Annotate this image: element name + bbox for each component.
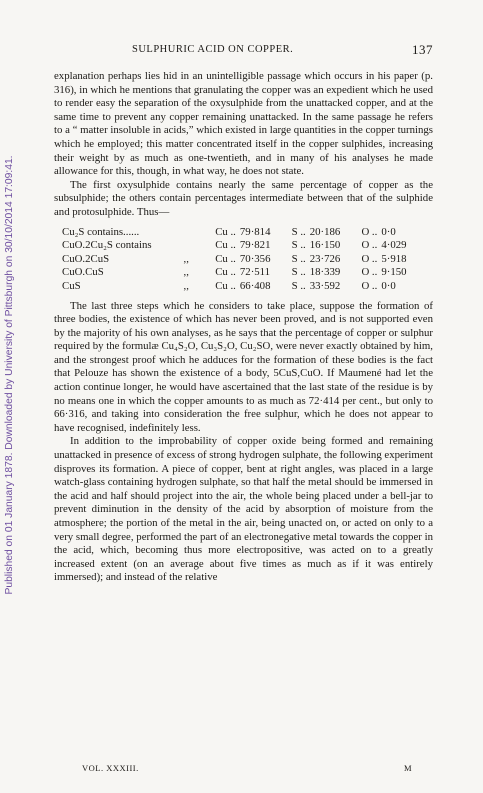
formula-cell: CuS <box>62 279 81 292</box>
o-label: O .. <box>361 239 378 252</box>
table-row <box>62 226 433 240</box>
o-label: O .. <box>361 279 378 292</box>
table-row <box>62 280 433 294</box>
cu-label: Cu .. <box>215 252 236 265</box>
cu-label: Cu .. <box>215 239 236 252</box>
formula-cell: CuO.2CuS <box>62 252 110 265</box>
o-value: 9·150 <box>381 266 407 279</box>
cu-label: Cu .. <box>215 279 236 292</box>
ditto-cell: ,, <box>183 252 189 265</box>
download-stamp-text: Published on 01 January 1878. Downloaded by University of Pittsburgh on 30/10/2014 17:09:41. <box>4 155 15 595</box>
s-label: S .. <box>291 225 306 238</box>
ditto-cell <box>184 239 216 253</box>
paragraph: In addition to the improbability of copper oxide being formed and remaining unattacked in presence of excess of strong hydrogen sulphate, the following experiment disproves its formation. A piece of copper, bent at right angles, was placed in a large watch-glass containing hydrogen sulphate, so that half the metal should be immersed in the acid and half should project into the air, the whole being placed under a bell-jar to prevent diminution in the density of the acid by absorption of moisture from the atmosphere; the portion of the metal in the air, being unacted on, or acted on only to a very small degree, performed the part of an electronegative metal towards the copper in the acid, which, becoming thus more electropositive, was acted on to a greatly increased extent (on an average about five times as much as if it was entirely immersed); and instead of the relative <box>54 435 433 584</box>
cu-value: 79·821 <box>239 239 271 252</box>
page-number: 137 <box>412 42 433 57</box>
o-label: O .. <box>361 266 378 279</box>
ditto-cell <box>184 226 216 240</box>
download-stamp <box>4 70 18 680</box>
running-title: SULPHURIC ACID ON COPPER. <box>132 44 294 55</box>
o-value: 5·918 <box>381 252 407 265</box>
s-label: S .. <box>291 239 306 252</box>
o-value: 4·029 <box>381 239 407 252</box>
volume-label: VOL. XXXIII. <box>82 763 139 773</box>
ditto-cell: ,, <box>183 266 189 279</box>
composition-table <box>62 226 433 294</box>
s-value: 33·592 <box>309 279 341 292</box>
o-value: 0·0 <box>381 279 396 292</box>
s-label: S .. <box>291 279 306 292</box>
s-value: 23·726 <box>309 252 341 265</box>
cu-value: 72·511 <box>239 266 271 279</box>
s-value: 16·150 <box>309 239 341 252</box>
formula-cell: Cu₂S contains...... <box>62 225 140 238</box>
paragraph: The first oxysulphide contains nearly the same percentage of copper as the subsulphide; the others contain percentages intermediate between that of the sulphide and protosulphide. Thus— <box>54 178 433 218</box>
s-label: S .. <box>291 266 306 279</box>
paragraph: The last three steps which he considers to take place, suppose the formation of three bodies, the existence of which has never been proved, and is not supported even by the majority of his own analyses, as he says that the percentage of copper or sulphur required by the formulæ Cu₄S₂O, Cu₃S₂O, Cu₂SO, were never exactly obtained by him, and the strongest proof which he adduces for the formation of these bodies is the fact that Pelouze has shown the existence of a body, 5CuS,CuO. If Maumené had let the action continue longer, he would have ascertained that the last state of the residue is by no means one in which the copper amounts to as much as 72·414 per cent., but only to 66·316, and taking into consideration the free sulphur, which he does not appear to have recognised, indefinitely less. <box>54 299 433 434</box>
table-row <box>62 253 433 267</box>
s-label: S .. <box>291 252 306 265</box>
s-value: 20·186 <box>309 225 341 238</box>
formula-cell: CuO.2Cu₂S contains <box>62 239 152 252</box>
s-value: 18·339 <box>309 266 341 279</box>
ditto-cell: ,, <box>183 279 189 292</box>
table-row <box>62 239 433 253</box>
o-label: O .. <box>361 225 378 238</box>
formula-cell: CuO.CuS <box>62 266 104 279</box>
cu-value: 66·408 <box>239 279 271 292</box>
o-value: 0·0 <box>381 225 396 238</box>
paragraph: explanation perhaps lies hid in an unintelligible passage which occurs in his paper (p. 316), in which he mentions that granulating the copper was an expedient which he used to render easy the separation of the oxysulphide from the unattacked copper, and at the same time to prevent any copper remaining unattacked. In the same passage he refers to a “ matter insoluble in acids,” which existed in large quantities in the copper turnings which he employed; this matter concentrated itself in the copper sulphides, increasing their weight by as much as one-twentieth, and in many of his analyses he made allowance for this, though, in what way, he does not state. <box>54 70 433 178</box>
cu-value: 79·814 <box>239 225 271 238</box>
signature-mark: M <box>403 763 412 773</box>
cu-value: 70·356 <box>239 252 271 265</box>
cu-label: Cu .. <box>215 266 236 279</box>
cu-label: Cu .. <box>215 225 236 238</box>
table-row <box>62 266 433 280</box>
o-label: O .. <box>361 252 378 265</box>
article-body <box>54 70 433 585</box>
